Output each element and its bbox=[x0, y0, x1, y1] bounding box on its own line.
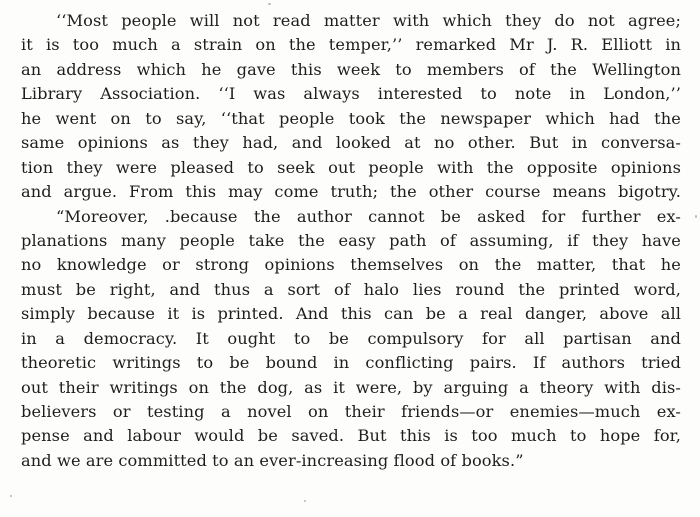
article-text bbox=[21, 9, 681, 473]
article-line: simply because it is printed. And this can be a real danger, above all bbox=[21, 304, 681, 324]
article-line: an address which he gave this week to members of the Wellington bbox=[21, 59, 681, 79]
article-line: tion they were pleased to seek out people with the opposite opinions bbox=[21, 157, 681, 177]
article-line: “Moreover, .because the author cannot be asked for further ex- bbox=[56, 206, 681, 226]
article-line: in a democracy. It ought to be compulsory for all partisan and bbox=[21, 328, 681, 348]
article-line: believers or testing a novel on their friends—or enemies—much ex- bbox=[21, 402, 681, 421]
article-line: theoretic writings to be bound in conflicting pairs. If authors tried bbox=[21, 353, 681, 373]
article-line: same opinions as they had, and looked at no other. But in conversa- bbox=[21, 133, 681, 153]
article-line: it is too much a strain on the temper,’’ remarked Mr J. R. Elliott in bbox=[21, 35, 681, 55]
print-speck bbox=[695, 215, 697, 218]
article-line: Library Association. ‘‘I was always interested to note in London,’’ bbox=[21, 84, 681, 104]
print-speck bbox=[268, 3, 271, 5]
article-line: and we are committed to an ever-increasing flood of books.” bbox=[21, 450, 524, 470]
article-line: planations many people take the easy path of assuming, if they have bbox=[21, 230, 681, 250]
print-speck bbox=[10, 495, 12, 497]
article-line: pense and labour would be saved. But this is too much to hope for, bbox=[21, 426, 681, 446]
article-line: out their writings on the dog, as it were, by arguing a theory with dis- bbox=[21, 377, 681, 397]
article-line: he went on to say, ‘‘that people took the newspaper which had the bbox=[21, 108, 681, 128]
article-line: must be right, and thus a sort of halo lies round the printed word, bbox=[21, 279, 681, 299]
article-line: and argue. From this may come truth; the other course means bigotry. bbox=[21, 182, 681, 202]
print-speck bbox=[304, 500, 306, 502]
article-line: ‘‘Most people will not read matter with which they do not agree; bbox=[56, 11, 681, 30]
article-line: no knowledge or strong opinions themselves on the matter, that he bbox=[21, 255, 681, 275]
